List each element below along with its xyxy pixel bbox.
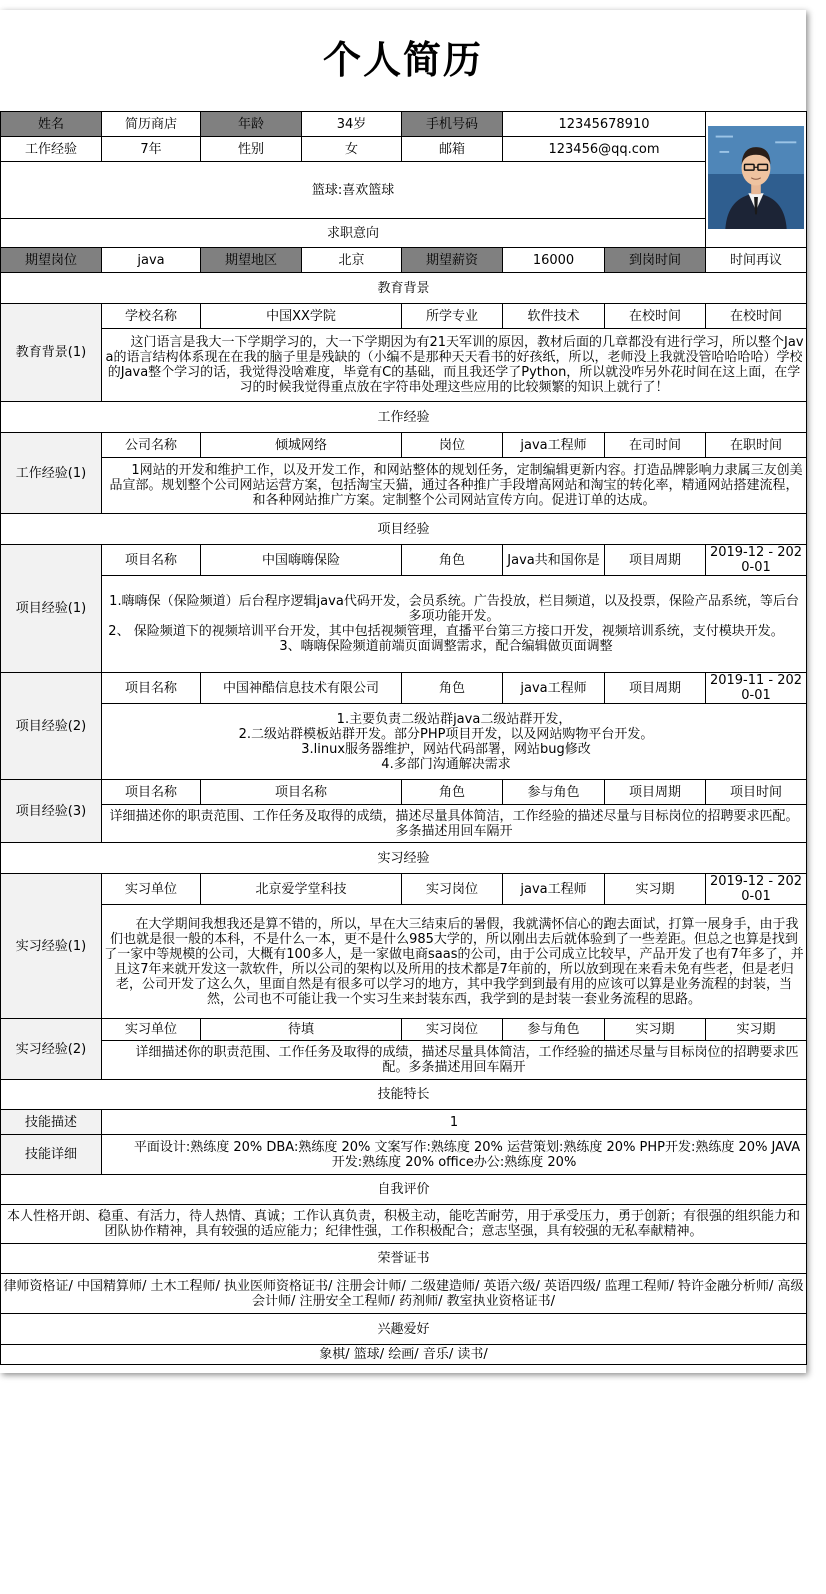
arrival-label: 到岗时间 xyxy=(605,248,706,273)
gender-label: 性别 xyxy=(201,137,302,162)
position-label: 期望岗位 xyxy=(1,248,102,273)
intern-unit-value: 待填 xyxy=(201,1019,402,1041)
project-name-value: 中国神酷信息技术有限公司 xyxy=(201,673,402,704)
project-desc-line: 2、 保险频道下的视频培训平台开发，其中包括视频管理，直播平台第三方接口开发，视频培训系统，支付模块开发。 xyxy=(108,624,784,639)
work-heading: 工作经验 xyxy=(1,402,807,433)
email-value: 123456@qq.com xyxy=(503,137,706,162)
project-desc-line: 3、嗨嗨保险频道前端页面调整需求，配合编辑做页面调整 xyxy=(279,639,613,654)
work-desc: 1网站的开发和维护工作，以及开发工作，和网站整体的规划任务，定制编辑更新内容。打造品牌影响力隶属三友创美品宣部。规划整个公司网站运营方案，包括淘宝天猫，通过各种推广手段增高网站和淘宝的转化率，精通网站搭建流程，和各种网站推广方案。定制整个公司网站宣传方向。促进订单的达成。 xyxy=(102,458,807,514)
intern-period-value: 2019-12 - 2020-01 xyxy=(706,874,807,905)
project-name-value: 中国嗨嗨保险 xyxy=(201,545,402,576)
project-name-value: 项目名称 xyxy=(201,780,402,805)
work-period-value: 在职时间 xyxy=(706,433,807,458)
resume-table xyxy=(0,111,807,1365)
region-value: 北京 xyxy=(302,248,402,273)
arrival-value: 时间再议 xyxy=(706,248,807,273)
project-period-value: 2019-12 - 2020-01 xyxy=(706,545,807,576)
school-label: 学校名称 xyxy=(102,304,201,329)
project-role-value: 参与角色 xyxy=(503,780,605,805)
intern-post-label: 实习岗位 xyxy=(402,1019,503,1041)
major-value: 软件技术 xyxy=(503,304,605,329)
intent-heading: 求职意向 xyxy=(1,219,706,248)
email-label: 邮箱 xyxy=(402,137,503,162)
hobbies-heading: 兴趣爱好 xyxy=(1,1314,807,1345)
project-desc-line: 4.多部门沟通解决需求 xyxy=(381,756,511,772)
phone-label: 手机号码 xyxy=(402,112,503,137)
phone-value: 12345678910 xyxy=(503,112,706,137)
post-label: 岗位 xyxy=(402,433,503,458)
self-eval-text: 本人性格开朗、稳重、有活力，待人热情、真诚；工作认真负责，积极主动，能吃苦耐劳，用于承受压力，勇于创新；有很强的组织能力和团队协作精神，具有较强的适应能力；纪律性强，工作积极配合；意志坚强，具有较强的无私奉献精神。 xyxy=(1,1205,807,1244)
intern-post-label: 实习岗位 xyxy=(402,874,503,905)
skills-heading: 技能特长 xyxy=(1,1080,807,1110)
intern-period-value: 实习期 xyxy=(706,1019,807,1041)
honors-text: 律师资格证/ 中国精算师/ 土木工程师/ 执业医师资格证书/ 注册会计师/ 二级建造师/ 英语六级/ 英语四级/ 监理工程师/ 特许金融分析师/ 高级会计师/ 注册安全工程师/ 药剂师/ 教室执业资格证书/ xyxy=(1,1274,807,1314)
resume-title: 个人简历 xyxy=(322,38,483,82)
project-row-label: 项目经验(1) xyxy=(1,545,102,673)
project-period-label: 项目周期 xyxy=(605,673,706,704)
project-desc-line: 3.linux服务器维护，网站代码部署，网站bug修改 xyxy=(301,741,591,757)
internship-desc: 在大学期间我想我还是算不错的，所以，早在大三结束后的暑假，我就满怀信心的跑去面试，打算一展身手，由于我们也就是很一般的本科，不是什么一本，更不是什么985大学的，所以刚出去后就体验到了一些差距。但总之也算是找到了一家中等规模的公司，大概有100多人，是一家做电商saas的公司，由于公司成立比较早，产品开发了也有7年多了，并且这7年来就开发这一款软件，所以公司的架构以及所用的技术都是7年前的，所以放到现在来看未免有些老，但是老归老，公司开发了这么久，里面自然是有很多可以学习的地方，其中我学到到最有用的应该可以算是业务流程的封装，当然，公司也不可能让我一个实习生来封装东西，我学到的是封装一套业务流程的思路。 xyxy=(102,905,807,1019)
experience-label: 工作经验 xyxy=(1,137,102,162)
project-role-label: 角色 xyxy=(402,780,503,805)
project-desc-line: 1.嗨嗨保（保险频道）后台程序逻辑java代码开发，会员系统。广告投放，栏目频道，以及投票，保险产品系统，等后台多项功能开发。 xyxy=(109,594,799,624)
project-period-value: 2019-11 - 2020-01 xyxy=(706,673,807,704)
honors-heading: 荣誉证书 xyxy=(1,1244,807,1274)
internship-row-label: 实习经验(1) xyxy=(1,874,102,1019)
name-label: 姓名 xyxy=(1,112,102,137)
project-row-label: 项目经验(3) xyxy=(1,780,102,843)
region-label: 期望地区 xyxy=(201,248,302,273)
resume-sheet xyxy=(0,10,806,1373)
experience-value: 7年 xyxy=(102,137,201,162)
intern-period-label: 实习期 xyxy=(605,1019,706,1041)
internship-desc: 详细描述你的职责范围、工作任务及取得的成绩，描述尽量具体简洁，工作经验的描述尽量与目标岗位的招聘要求匹配。多条描述用回车隔开 xyxy=(102,1041,807,1080)
intern-unit-value: 北京爱学堂科技 xyxy=(201,874,402,905)
skill-desc-value: 1 xyxy=(102,1110,807,1135)
skill-detail-value: 平面设计:熟练度 20% DBA:熟练度 20% 文案写作:熟练度 20% 运营策划:熟练度 20% PHP开发:熟练度 20% JAVA开发:熟练度 20% office办公:熟练度 20% xyxy=(102,1135,807,1175)
intern-unit-label: 实习单位 xyxy=(102,874,201,905)
project-role-label: 角色 xyxy=(402,545,503,576)
avatar-photo xyxy=(706,112,807,248)
hobbies-text: 象棋/ 篮球/ 绘画/ 音乐/ 读书/ xyxy=(1,1345,807,1365)
position-value: java xyxy=(102,248,201,273)
project-desc xyxy=(102,805,807,843)
project-name-label: 项目名称 xyxy=(102,545,201,576)
projects-heading: 项目经验 xyxy=(1,514,807,545)
salary-value: 16000 xyxy=(503,248,605,273)
salary-label: 期望薪资 xyxy=(402,248,503,273)
school-value: 中国XX学院 xyxy=(201,304,402,329)
name-value: 简历商店 xyxy=(102,112,201,137)
internship-heading: 实习经验 xyxy=(1,843,807,874)
age-value: 34岁 xyxy=(302,112,402,137)
company-value: 倾城网络 xyxy=(201,433,402,458)
project-role-value: java工程师 xyxy=(503,673,605,704)
skill-detail-label: 技能详细 xyxy=(1,1135,102,1175)
project-name-label: 项目名称 xyxy=(102,780,201,805)
work-period-label: 在司时间 xyxy=(605,433,706,458)
project-desc-line: 详细描述你的职责范围、工作任务及取得的成绩，描述尽量具体简洁，工作经验的描述尽量与目标岗位的招聘要求匹配。多条描述用回车隔开 xyxy=(109,808,799,839)
project-role-label: 角色 xyxy=(402,673,503,704)
self-eval-heading: 自我评价 xyxy=(1,1175,807,1205)
major-label: 所学专业 xyxy=(402,304,503,329)
project-row-label: 项目经验(2) xyxy=(1,673,102,780)
internship-row-label: 实习经验(2) xyxy=(1,1019,102,1080)
company-label: 公司名称 xyxy=(102,433,201,458)
project-name-label: 项目名称 xyxy=(102,673,201,704)
gender-value: 女 xyxy=(302,137,402,162)
intern-unit-label: 实习单位 xyxy=(102,1019,201,1041)
project-desc-line: 2.二级站群模板站群开发。部分PHP项目开发，以及网站购物平台开发。 xyxy=(238,726,654,742)
education-desc: 这门语言是我大一下学期学习的，大一下学期因为有21天军训的原因，教材后面的几章都没有进行学习，所以整个Java的语言结构体系现在在我的脑子里是残缺的（小编不是那种天天看书的好孩纸，所以，老师没上我就没管哈哈哈哈）学校的Java整个学习的话，我觉得没啥难度，毕竟有C的基础，而且我还学了Python，所以就没咋另外花时间在这上面，在学习的时候我觉得重点放在字符串处理这些应用的比较频繁的知识上就行了！ xyxy=(102,329,807,402)
post-value: java工程师 xyxy=(503,433,605,458)
project-period-label: 项目周期 xyxy=(605,545,706,576)
project-desc-line: 1.主要负责二级站群java二级站群开发， xyxy=(336,711,572,727)
intern-post-value: 参与角色 xyxy=(503,1019,605,1041)
education-heading: 教育背景 xyxy=(1,273,807,304)
project-period-label: 项目周期 xyxy=(605,780,706,805)
study-period-value: 在校时间 xyxy=(706,304,807,329)
skill-desc-label: 技能描述 xyxy=(1,1110,102,1135)
project-role-value: Java共和国你是 xyxy=(503,545,605,576)
study-period-label: 在校时间 xyxy=(605,304,706,329)
project-period-value: 项目时间 xyxy=(706,780,807,805)
project-desc xyxy=(102,576,807,673)
age-label: 年龄 xyxy=(201,112,302,137)
work-row-label: 工作经验(1) xyxy=(1,433,102,514)
hobby-note: 篮球:喜欢篮球 xyxy=(1,162,706,219)
avatar-illustration xyxy=(708,126,804,230)
intern-post-value: java工程师 xyxy=(503,874,605,905)
project-desc xyxy=(102,704,807,780)
intern-period-label: 实习期 xyxy=(605,874,706,905)
education-row-label: 教育背景(1) xyxy=(1,304,102,402)
